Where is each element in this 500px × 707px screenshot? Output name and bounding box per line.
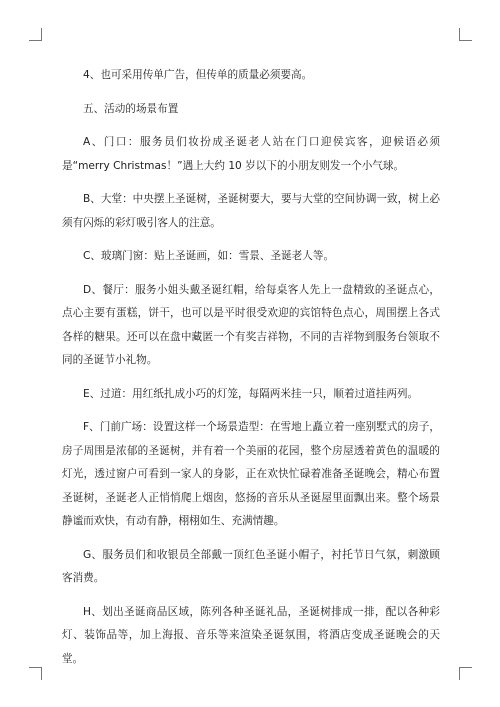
paragraph-glass-doors: C、玻璃门窗：贴上圣诞画，如：雪景、圣诞老人等。 [83, 250, 335, 262]
crop-mark-bottom-left [29, 667, 42, 680]
paragraph-entrance: A、门口：服务员们妆扮成圣诞老人站在门口迎侯宾客，迎候语必须是“merry Christmas！”遇上大约 10 岁以下的小朋友则发一个小气球。 [62, 136, 440, 172]
paragraph-lobby: B、大堂：中央摆上圣诞树，圣诞树要大，要与大堂的空间协调一致，树上必须有闪烁的彩灯吸引客人的注意。 [62, 193, 440, 229]
paragraph-merchandise-area: H、划出圣诞商品区域，陈列各种圣诞礼品，圣诞树排成一排，配以各种彩灯、装饰品等，加上海报、音乐等来渲染圣诞氛围，将酒店变成圣诞晚会的天堂。 [62, 605, 440, 665]
document-body [62, 64, 440, 681]
section-heading-scene-layout: 五、活动的场景布置 [83, 102, 179, 115]
paragraph-front-plaza: F、门前广场：设置这样一个场景造型：在雪地上矗立着一座别墅式的房子，房子周围是浓郁的圣诞树，并有着一个美丽的花园，整个房屋透着黄色的温暖的灯光，透过窗户可看到一家人的身影，正在欢快忙碌着准备圣诞晚会，精心布置圣诞树，圣诞老人正悄悄爬上烟囱，悠扬的音乐从圣诞屋里面飘出来。整个场景静谧而欢快，有动有静，栩栩如生、充满情趣。 [62, 421, 440, 527]
paragraph-flyer: 4、也可采用传单广告，但传单的质量必须要高。 [83, 69, 313, 81]
crop-mark-bottom-right [459, 667, 472, 680]
crop-mark-top-right [459, 28, 472, 41]
paragraph-corridor: E、过道：用红纸扎成小巧的灯笼，每隔两米挂一只，顺着过道挂两列。 [83, 387, 419, 400]
crop-mark-top-left [29, 28, 42, 41]
paragraph-staff-hats: G、服务员们和收银员全部戴一顶红色圣诞小帽子，衬托节日气氛，刺激顾客消费。 [62, 548, 440, 584]
paragraph-restaurant: D、餐厅：服务小姐头戴圣诞红帽，给每桌客人先上一盘精致的圣诞点心，点心主要有蛋糕，饼干，也可以是平时很受欢迎的宾馆特色点心，周围摆上各式各样的糖果。还可以在盘中藏匿一个有奖吉祥物，不同的吉祥物到服务台领取不同的圣诞节小礼物。 [62, 283, 440, 366]
